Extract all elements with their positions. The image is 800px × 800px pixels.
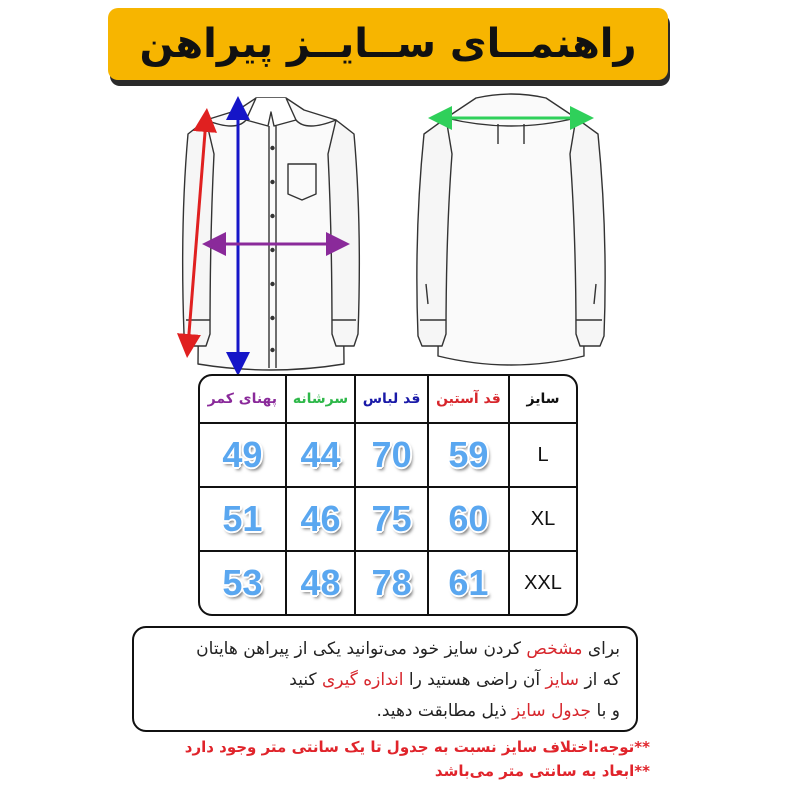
waist-value: 53 (222, 562, 263, 604)
header-length (355, 376, 428, 423)
instructions-highlight: جدول سایز (512, 701, 592, 721)
shirt-front-illustration (176, 84, 366, 374)
note-units: **ابعاد به سانتی متر می‌باشد (434, 762, 650, 780)
header-size-label: سایز (526, 391, 560, 407)
sleeve-cell (428, 423, 509, 487)
instructions-highlight: سایز (545, 670, 580, 690)
shoulder-cell (286, 423, 356, 487)
length-value: 70 (371, 434, 412, 476)
instructions-highlight: مشخص (526, 639, 583, 659)
waist-cell (200, 551, 286, 614)
shirt-front-svg (176, 84, 366, 374)
size-cell: XXL (509, 551, 576, 614)
shoulder-value: 46 (300, 498, 341, 540)
title-banner (108, 8, 674, 88)
sleeve-cell (428, 487, 509, 551)
sleeve-value: 59 (448, 434, 489, 476)
sleeve-value: 61 (448, 562, 489, 604)
shoulder-value: 48 (300, 562, 341, 604)
instructions-text: که از (579, 670, 620, 690)
waist-cell (200, 423, 286, 487)
instructions-highlight: اندازه گیری (321, 670, 404, 690)
length-cell (355, 423, 428, 487)
table-row (200, 487, 576, 551)
sleeve-cell (428, 551, 509, 614)
table-row (200, 551, 576, 614)
size-cell: L (509, 423, 576, 487)
instructions-line-1 (134, 634, 620, 665)
page-title: راهنمــای ســایــز پیراهن (139, 21, 637, 67)
note-tolerance: **توجه:اختلاف سایز نسبت به جدول تا یک سانتی متر وجود دارد (184, 738, 650, 756)
header-waist (200, 376, 286, 423)
instructions-line-2 (134, 665, 620, 696)
shirt-back-svg (406, 84, 616, 374)
instructions-text: کنید (289, 670, 322, 690)
size-cell: XL (509, 487, 576, 551)
shirt-back-illustration (406, 84, 616, 374)
instructions-box (132, 626, 638, 732)
instructions-text: کردن سایز خود می‌توانید یکی از پیراهن هایتان (196, 639, 527, 659)
shoulder-cell (286, 551, 356, 614)
header-waist-label: پهنای کمر (207, 391, 278, 407)
length-value: 78 (371, 562, 412, 604)
instructions-text: و با (591, 701, 620, 721)
instructions-line-3 (134, 696, 620, 727)
table-header-row (200, 376, 576, 423)
header-sleeve (428, 376, 509, 423)
shoulder-value: 44 (300, 434, 341, 476)
size-table (198, 374, 578, 616)
length-cell (355, 551, 428, 614)
title-banner-box (108, 8, 668, 80)
instructions-text: آن راضی هستید را (403, 670, 546, 690)
shoulder-cell (286, 487, 356, 551)
header-shoulder-label: سرشانه (292, 391, 349, 407)
header-size (509, 376, 576, 423)
waist-value: 49 (222, 434, 263, 476)
header-sleeve-label: قد آستین (436, 391, 501, 407)
size-table-grid (200, 376, 576, 614)
length-value: 75 (371, 498, 412, 540)
length-cell (355, 487, 428, 551)
header-shoulder (286, 376, 356, 423)
sleeve-value: 60 (448, 498, 489, 540)
instructions-text: ذیل مطابقت دهید. (376, 701, 513, 721)
waist-cell (200, 487, 286, 551)
instructions-text: برای (582, 639, 620, 659)
header-length-label: قد لباس (362, 391, 421, 407)
table-row (200, 423, 576, 487)
waist-value: 51 (222, 498, 263, 540)
